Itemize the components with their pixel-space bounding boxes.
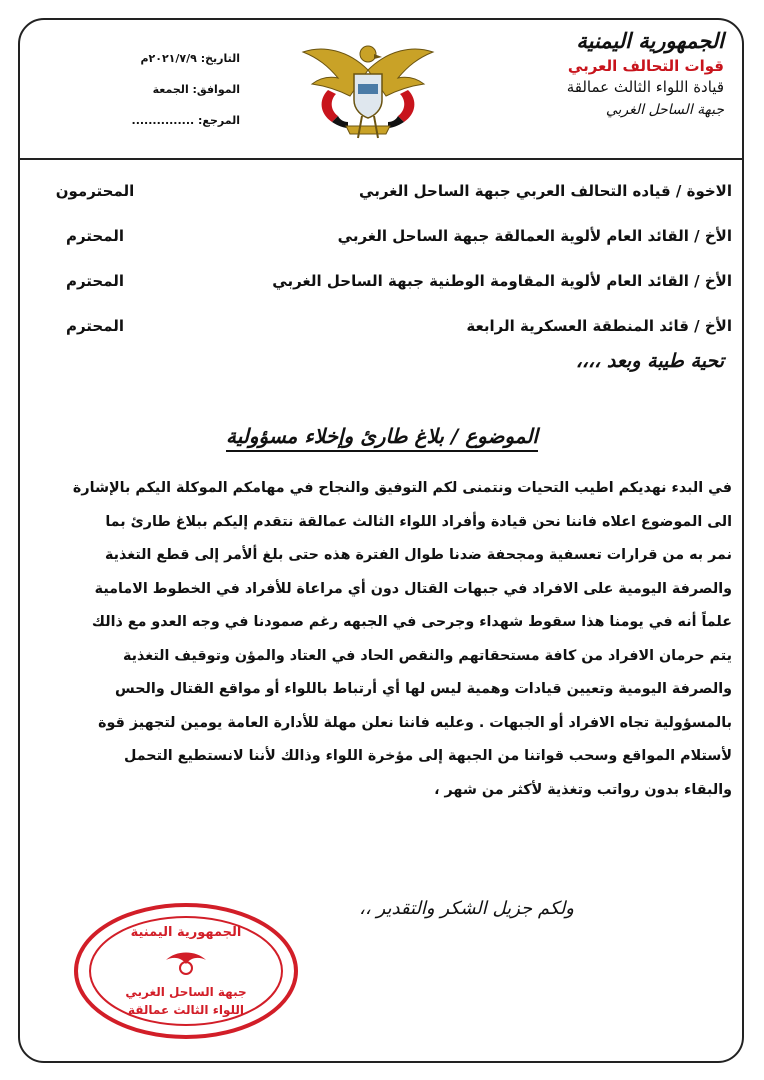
body-line: والصرفة اليومية وتعيين قيادات وهمية ليس لها أي أرتباط باللواء أو مواقع القتال والحس bbox=[115, 681, 732, 697]
letter-body bbox=[36, 472, 732, 807]
recipients-list bbox=[40, 168, 732, 348]
recipient-name: الأخ / القائد العام لألوية العمالقة جبهة الساحل الغربي bbox=[337, 226, 732, 245]
eagle-emblem-icon bbox=[298, 30, 438, 142]
body-line: يتم حرمان الافراد من كافة مستحقاتهم والنقص الحاد في العتاد والمؤن وتوقيف التغذية bbox=[122, 647, 732, 664]
stamp-line-2: اللواء الثالث عمالقة bbox=[127, 1003, 245, 1017]
recipient-name: الأخ / القائد العام لألوية المقاومة الوطنية جبهة الساحل الغربي bbox=[272, 271, 732, 290]
stamp-top-text: الجمهورية اليمنية bbox=[130, 925, 242, 940]
recipient-name: الاخوة / قياده التحالف العربي جبهة الساحل الغربي bbox=[359, 181, 732, 200]
body-line: علماً أنه في يومنا هذا سقوط شهداء وجرحى في الجبهه رغم صمودنا في وجه العدو مع ذالك bbox=[91, 614, 732, 630]
coalition-name: قوات التحالف العربي bbox=[567, 57, 724, 75]
stamp-line-1: جبهة الساحل الغربي bbox=[125, 985, 247, 999]
subject-text: الموضوع / بلاغ طارئ وإخلاء مسؤولية bbox=[226, 424, 538, 452]
body-line: والبقاء بدون رواتب وتغذية لأكثر من شهر ، bbox=[434, 781, 732, 798]
subject-line bbox=[0, 424, 764, 448]
recipient-title: المحترمون bbox=[55, 181, 135, 200]
letter-day: الموافق: الجمعة bbox=[152, 83, 240, 96]
body-line: والصرفة اليومية على الافراد في جبهات القتال دون أي مراعاة للأفراد في الخطوط الامامية bbox=[94, 580, 732, 597]
brigade-name: قيادة اللواء الثالث عمالقة bbox=[566, 78, 724, 96]
body-line: بالمسؤولية تجاه الافراد أو الجبهات . وعليه فاننا نعلن مهلة للأدارة العامة يومين لتجهيز قوة bbox=[98, 714, 732, 731]
recipient-row bbox=[40, 258, 732, 303]
recipient-row bbox=[40, 213, 732, 258]
official-stamp-icon bbox=[70, 898, 302, 1044]
front-name: جبهة الساحل الغربي bbox=[605, 102, 724, 118]
recipient-title: المحترم bbox=[65, 226, 125, 245]
letter-reference: المرجع: ............... bbox=[131, 114, 240, 127]
body-line: في البدء نهديكم اطيب التحيات ونتمنى لكم التوفيق والنجاح في مهامكم الموكلة اليكم بالإشارة bbox=[72, 480, 732, 496]
recipient-title: المحترم bbox=[65, 316, 125, 335]
recipient-row bbox=[40, 168, 732, 213]
header-separator bbox=[20, 158, 742, 160]
republic-name: الجمهورية اليمنية bbox=[576, 28, 724, 53]
recipient-title: المحترم bbox=[65, 271, 125, 290]
letter-date: التاريخ: ٢٠٢١/٧/٩م bbox=[140, 52, 240, 65]
body-line: نمر به من قرارات تعسفية ومجحفة ضدنا طوال الفترة هذه حتى بلغ ألأمر إلى قطع التغذية bbox=[104, 547, 732, 563]
letterhead-right bbox=[504, 28, 724, 118]
recipient-name: الأخ / قائد المنطقة العسكرية الرابعة bbox=[466, 316, 732, 335]
greeting: تحية طيبة وبعد ،،،، bbox=[575, 350, 724, 372]
body-line: الى الموضوع اعلاه فاننا نحن قيادة وأفراد اللواء الثالث عمالقة نتقدم إليكم ببلاغ طارئ بما bbox=[105, 513, 732, 530]
body-line: لأستلام المواقع وسحب قواتنا من الجبهة إلى مؤخرة اللواء وذالك لأننا لانستطيع التحمل bbox=[123, 748, 732, 764]
recipient-row bbox=[40, 303, 732, 348]
closing-remark: ولكم جزيل الشكر والتقدير ،، bbox=[359, 898, 574, 919]
letterhead-left bbox=[70, 52, 240, 145]
